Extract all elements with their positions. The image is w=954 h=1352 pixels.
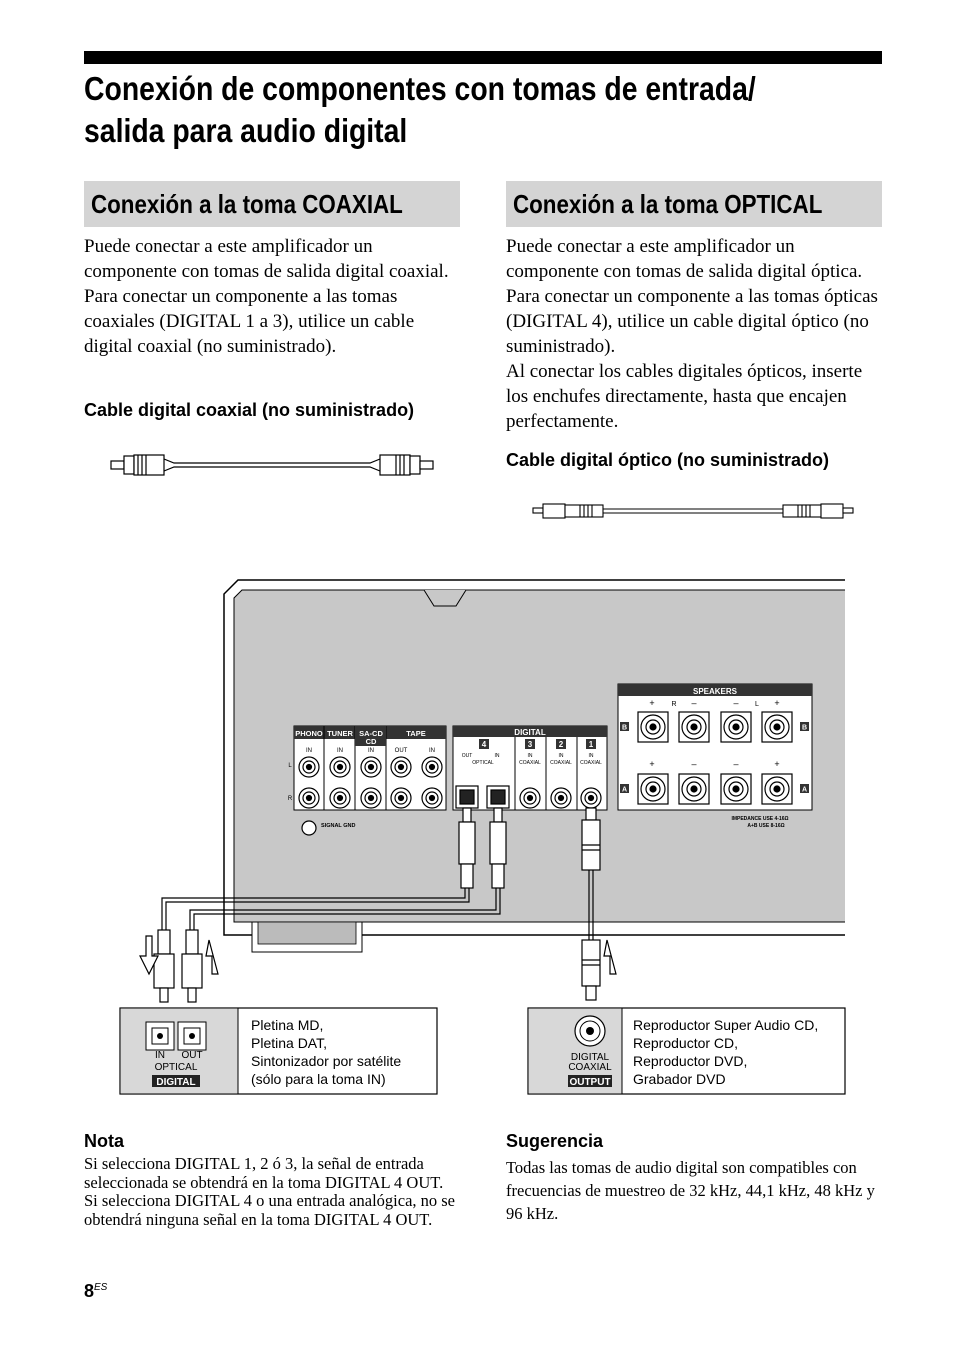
coaxial-cable-illustration [111,455,433,475]
svg-text:3: 3 [527,740,533,749]
svg-text:DIGITAL: DIGITAL [570,1052,610,1063]
svg-text:4: 4 [481,740,487,749]
optical-body: Puede conectar a este amplificador un componente con tomas de salida digital óptica. Para conectar un componente a las tomas ópticas (DIGITAL 4), utilice un cable digital óptico (no suministrado). Al conectar los cables digitales ópticos, inserte los enchufes directamente, hasta que encajen perfectamente. [506,236,878,432]
optical-cable-illustration [533,504,853,518]
nota-heading: Nota [84,1131,124,1151]
svg-text:IN: IN [558,753,564,759]
svg-text:B: B [621,724,628,732]
svg-text:OUTPUT: OUTPUT [569,1077,611,1088]
svg-text:IN: IN [494,753,500,759]
svg-text:L: L [288,763,292,769]
svg-text:R: R [671,701,677,708]
svg-text:–: – [733,759,739,769]
svg-text:DIGITAL: DIGITAL [514,728,546,737]
page-number: $8^{ES}$ [84,1281,108,1301]
svg-text:TUNER: TUNER [327,729,353,738]
svg-text:L: L [755,701,759,708]
svg-text:2: 2 [558,740,564,749]
svg-text:PHONO: PHONO [295,729,323,738]
svg-text:COAXIAL: COAXIAL [568,1062,612,1073]
svg-text:COAXIAL: COAXIAL [519,760,541,766]
svg-text:A+B USE 8-16Ω: A+B USE 8-16Ω [747,823,785,829]
svg-text:–: – [691,698,697,708]
speaker-terminals [618,684,812,829]
svg-text:IN: IN [429,748,435,754]
optical-heading: Conexión a la toma OPTICAL [506,181,882,227]
svg-text:OUT: OUT [394,748,408,754]
svg-text:IN: IN [527,753,533,759]
svg-text:OUT: OUT [461,753,473,759]
svg-text:A: A [801,786,808,794]
svg-text:–: – [733,698,739,708]
svg-text:–: – [691,759,697,769]
coaxial-device-list: Reproductor Super Audio CD, Reproductor CD, Reproductor DVD, Grabador DVD [633,1017,819,1087]
coaxial-cable-caption: Cable digital coaxial (no suministrado) [84,400,415,420]
svg-text:TAPE: TAPE [406,729,426,738]
nota-text: Si selecciona DIGITAL 1, 2 ó 3, la señal de entrada seleccionada se obtendrá en la toma DIGITAL 4 OUT. Si selecciona DIGITAL 4 o una entrada analógica, no se obtendrá ninguna señal en la toma DIGITAL 4 OUT. [84,1154,456,1229]
svg-text:SIGNAL GND: SIGNAL GND [321,823,356,829]
svg-text:OPTICAL: OPTICAL [154,1062,198,1073]
coaxial-body: Puede conectar a este amplificador un componente con tomas de salida digital coaxial. Para conectar un componente a las tomas coaxiales (DIGITAL 1 a 3), utilice un cable digital coaxial (no suministrado). [84,236,449,357]
svg-text:IN: IN [155,1050,165,1061]
sugerencia-heading: Sugerencia [506,1131,604,1151]
svg-text:COAXIAL: COAXIAL [550,760,572,766]
svg-text:R: R [287,796,293,802]
svg-text:+: + [774,698,780,708]
optical-device-list: Pletina MD, Pletina DAT, Sintonizador por satélite (sólo para la toma IN) [251,1017,402,1087]
svg-text:OPTICAL: OPTICAL [472,760,494,766]
svg-text:+: + [649,759,655,769]
svg-text:IN: IN [588,753,594,759]
svg-text:COAXIAL: COAXIAL [580,760,602,766]
svg-text:OUT: OUT [181,1050,203,1061]
svg-text:IMPEDANCE USE 4-16Ω: IMPEDANCE USE 4-16Ω [731,816,789,822]
svg-text:CD: CD [365,737,377,746]
svg-text:IN: IN [337,748,343,754]
digital-inputs [453,726,607,810]
svg-text:+: + [649,698,655,708]
svg-text:IN: IN [306,748,312,754]
svg-text:SA-CD: SA-CD [359,729,383,738]
svg-text:IN: IN [368,748,374,754]
svg-text:SPEAKERS: SPEAKERS [692,687,738,696]
page-title: Conexión de componentes con tomas de entrada/ salida para audio digital [84,70,756,149]
svg-text:A: A [621,786,628,794]
svg-text:+: + [774,759,780,769]
svg-text:B: B [801,724,808,732]
optical-cable-caption: Cable digital óptico (no suministrado) [506,450,830,470]
coaxial-heading: Conexión a la toma COAXIAL [84,181,460,227]
sugerencia-text: Todas las tomas de audio digital son compatibles con frecuencias de muestreo de 32 kHz, 44,1 kHz, 48 kHz y 96 kHz. [506,1158,875,1223]
svg-text:1: 1 [588,740,594,749]
svg-text:DIGITAL: DIGITAL [156,1077,196,1088]
